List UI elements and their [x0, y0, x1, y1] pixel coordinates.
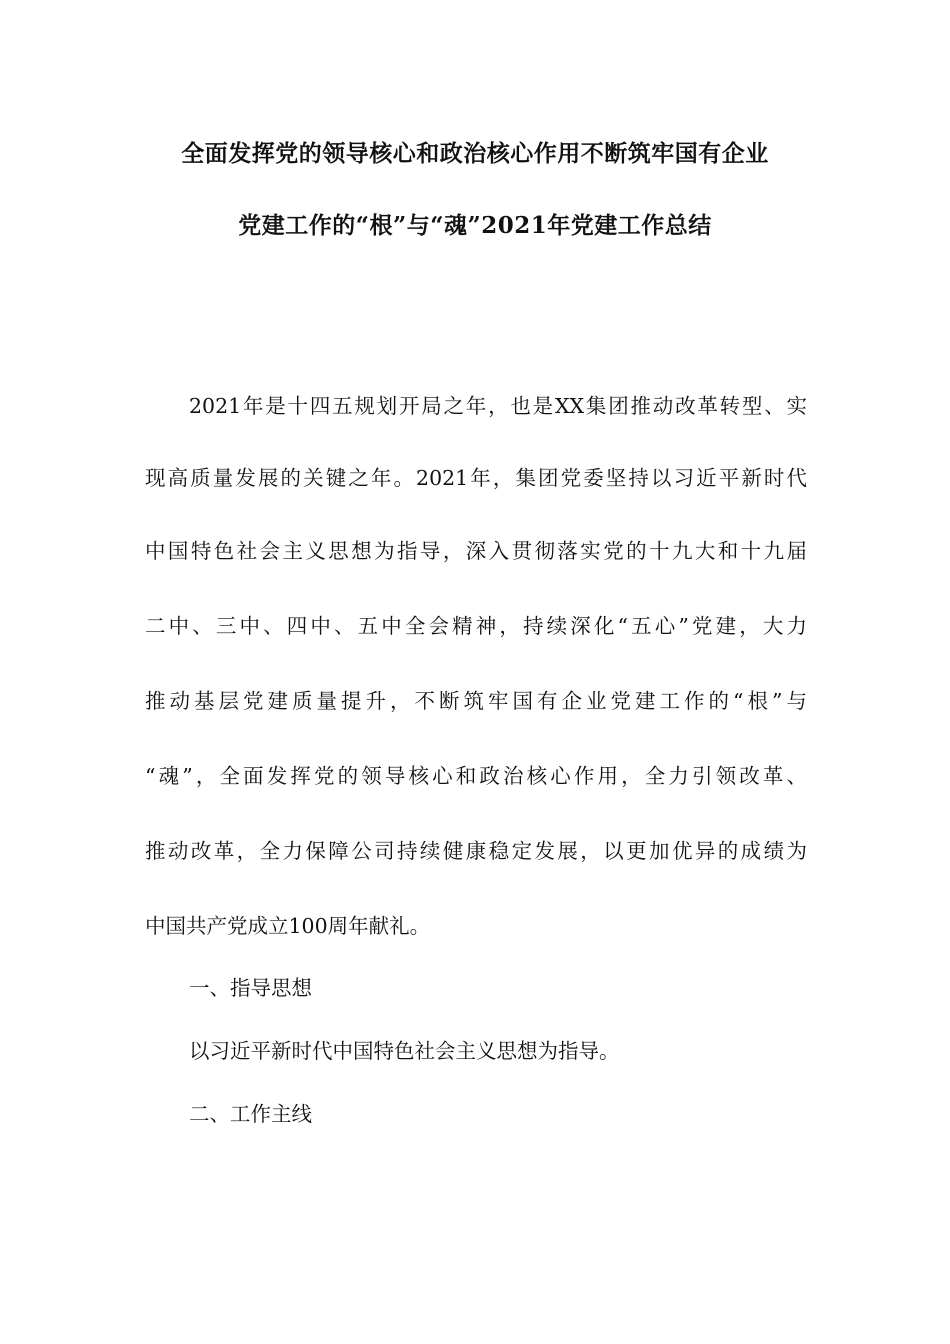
paragraph-line-2: 现高质量发展的关键之年。2021年，集团党委坚持以习近平新时代	[145, 466, 807, 490]
paragraph-line-5: 推动基层党建质量提升，不断筑牢国有企业党建工作的“根”与	[145, 689, 807, 713]
paragraph-line-1: 2021年是十四五规划开局之年，也是XX集团推动改革转型、实	[189, 394, 807, 418]
paragraph-line-7: 推动改革，全力保障公司持续健康稳定发展，以更加优异的成绩为	[145, 839, 807, 863]
section-heading-guiding-thought: 一、指导思想	[189, 976, 312, 1000]
section-heading-work-mainline: 二、工作主线	[189, 1102, 312, 1126]
paragraph-line-3: 中国特色社会主义思想为指导，深入贯彻落实党的十九大和十九届	[145, 539, 807, 563]
paragraph-line-6: “魂”，全面发挥党的领导核心和政治核心作用，全力引领改革、	[145, 764, 807, 788]
paragraph-line-8: 中国共产党成立100周年献礼。	[145, 914, 431, 938]
document-title-line-1: 全面发挥党的领导核心和政治核心作用不断筑牢国有企业	[181, 140, 769, 167]
document-title-line-2: 党建工作的“根”与“魂”2021年党建工作总结	[238, 212, 712, 239]
section-text-guiding-thought: 以习近平新时代中国特色社会主义思想为指导。	[189, 1039, 620, 1063]
paragraph-line-4: 二中、三中、四中、五中全会精神，持续深化“五心”党建，大力	[145, 614, 807, 638]
